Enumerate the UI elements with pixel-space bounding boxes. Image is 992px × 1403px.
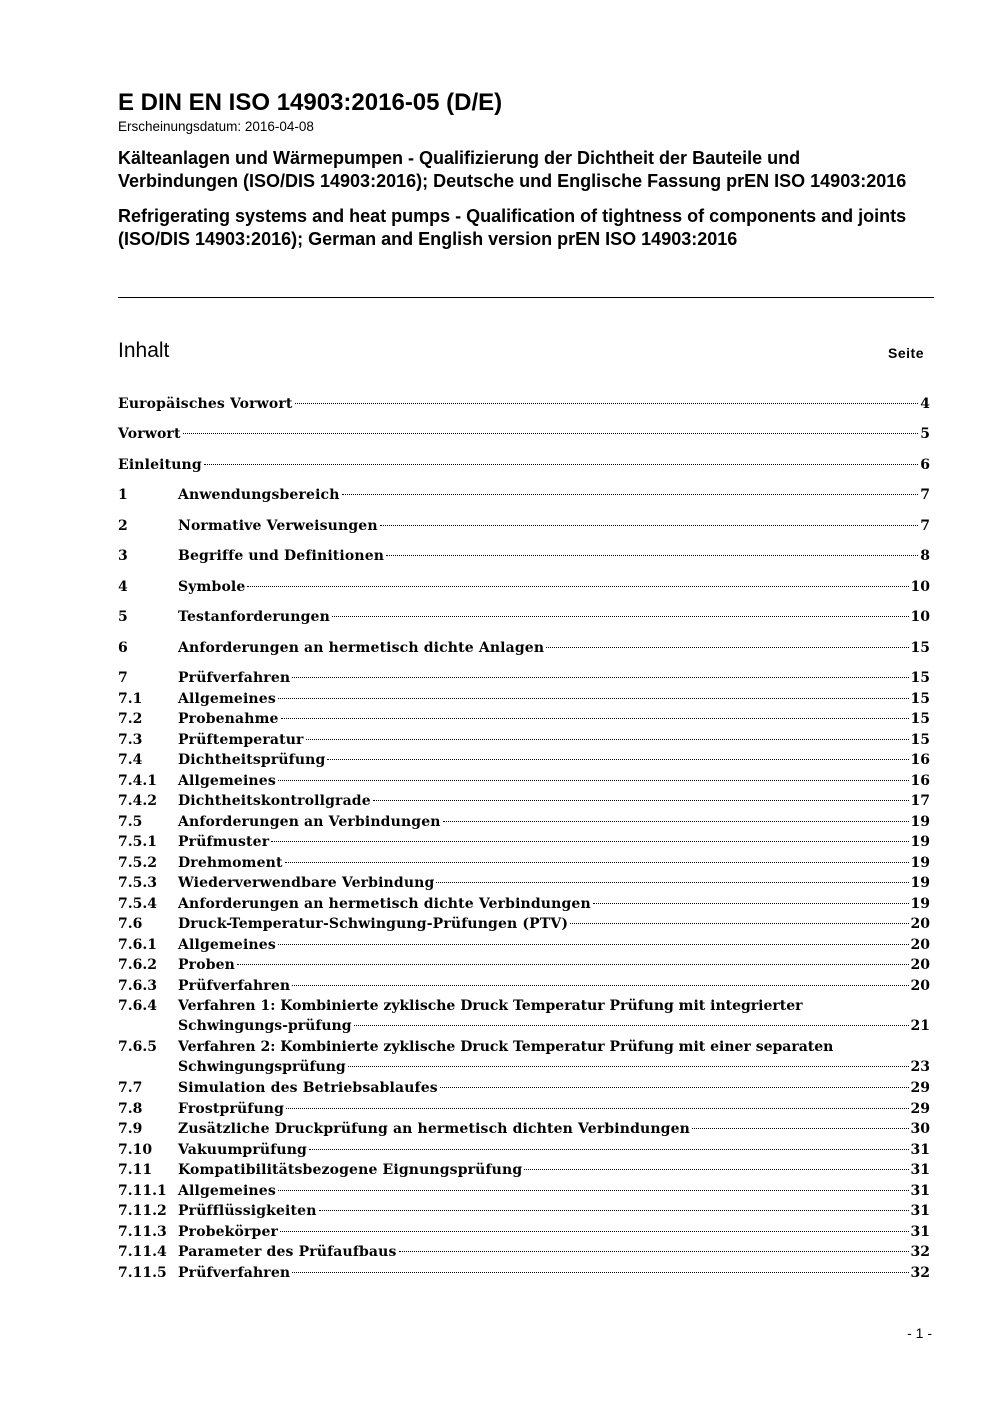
toc-entry-number: 7.5.1	[118, 834, 157, 850]
toc-entry-number: 7.4.1	[118, 773, 157, 789]
toc-entry[interactable]	[118, 894, 930, 914]
toc-dot-leader	[285, 862, 909, 863]
toc-entry-page: 4	[920, 396, 930, 412]
toc-dot-leader	[292, 677, 908, 678]
toc-dot-leader	[247, 586, 908, 587]
toc-dot-leader	[354, 1025, 909, 1026]
toc-entry[interactable]	[118, 812, 930, 832]
toc-entry-page: 19	[910, 834, 930, 850]
toc-entry-title[interactable]: Parameter des Prüfaufbaus	[178, 1244, 397, 1260]
toc-entry-number: 7.8	[118, 1101, 143, 1117]
toc-entry-page: 20	[910, 978, 930, 994]
toc-entry-number: 7.11.1	[118, 1183, 167, 1199]
toc-entry[interactable]	[118, 873, 930, 893]
toc-entry-title[interactable]: Normative Verweisungen	[178, 518, 378, 534]
toc-entry-page: 17	[910, 793, 930, 809]
toc-entry-title-continued[interactable]: Schwingungsprüfung	[178, 1059, 346, 1075]
toc-entry[interactable]	[118, 1222, 930, 1242]
toc-entry-page: 19	[910, 814, 930, 830]
toc-dot-leader	[281, 718, 909, 719]
toc-entry-title[interactable]: Prüfflüssigkeiten	[178, 1203, 317, 1219]
toc-entry[interactable]	[118, 516, 930, 536]
toc-entry-page: 6	[920, 457, 930, 473]
toc-entry-number: 7.2	[118, 711, 143, 727]
toc-entry-page: 15	[910, 670, 930, 686]
toc-dot-leader	[443, 821, 909, 822]
toc-entry-number: 7.11.2	[118, 1203, 167, 1219]
toc-dot-leader	[309, 1149, 909, 1150]
toc-entry-title[interactable]: Dichtheitskontrollgrade	[178, 793, 371, 809]
toc-entry-title[interactable]: Zusätzliche Druckprüfung an hermetisch dichten Verbindungen	[178, 1121, 691, 1137]
toc-entry-page: 7	[920, 518, 930, 534]
toc-entry[interactable]	[118, 1201, 930, 1221]
toc-heading: Inhalt	[118, 339, 170, 362]
toc-dot-leader	[286, 1108, 908, 1109]
toc-entry-page: 31	[910, 1162, 930, 1178]
toc-entry-page: 19	[910, 855, 930, 871]
toc-dot-leader	[692, 1128, 909, 1129]
toc-entry-number: 7.4	[118, 752, 143, 768]
toc-entry[interactable]	[118, 424, 930, 444]
toc-entry-number: 7.5	[118, 814, 143, 830]
toc-dot-leader	[386, 555, 918, 556]
toc-entry-page: 16	[910, 752, 930, 768]
toc-entry[interactable]	[118, 607, 930, 627]
toc-entry-number: 7.5.4	[118, 896, 157, 912]
toc-entry-title[interactable]: Probenahme	[178, 711, 279, 727]
toc-entry-number: 7.6.2	[118, 957, 157, 973]
toc-entry-title[interactable]: Wiederverwendbare Verbindung	[178, 875, 435, 891]
toc-dot-leader	[327, 759, 908, 760]
toc-entry-number: 7.9	[118, 1121, 143, 1137]
toc-entry-title[interactable]: Anforderungen an hermetisch dichte Anlagen	[178, 640, 545, 656]
toc-entry-page: 10	[910, 579, 930, 595]
toc-entry-title[interactable]: Proben	[178, 957, 236, 973]
toc-entry[interactable]	[118, 750, 930, 770]
toc-entry-number: 7.11.4	[118, 1244, 167, 1260]
toc-entry-page: 19	[910, 896, 930, 912]
toc-dot-leader	[278, 944, 909, 945]
toc-entry-page: 23	[910, 1059, 930, 1075]
toc-dot-leader	[524, 1169, 908, 1170]
page-number: - 1 -	[907, 1325, 932, 1341]
toc-entry-number: 7.1	[118, 691, 143, 707]
toc-entry-title[interactable]: Anforderungen an Verbindungen	[178, 814, 441, 830]
toc-entry-title[interactable]: Dichtheitsprüfung	[178, 752, 326, 768]
toc-entry-title[interactable]: Prüfverfahren	[178, 978, 291, 994]
toc-entry-page: 29	[910, 1080, 930, 1096]
toc-entry-title[interactable]: Simulation des Betriebsablaufes	[178, 1080, 438, 1096]
toc-entry-number: 7.11	[118, 1162, 153, 1178]
toc-entry-page: 21	[910, 1018, 930, 1034]
toc-dot-leader	[278, 780, 909, 781]
toc-entry[interactable]	[118, 955, 930, 975]
toc-entry-page: 15	[910, 711, 930, 727]
toc-entry-number: 7.3	[118, 732, 143, 748]
toc-entry-number: 7.7	[118, 1080, 143, 1096]
toc-entry-title[interactable]: Vorwort	[118, 426, 181, 442]
document-id: E DIN EN ISO 14903:2016-05 (D/E)	[118, 89, 503, 116]
toc-entry-number: 7.6.4	[118, 998, 157, 1014]
toc-entry[interactable]	[118, 709, 930, 729]
toc-entry-title[interactable]: Allgemeines	[178, 1183, 276, 1199]
toc-entry-title[interactable]: Allgemeines	[178, 937, 276, 953]
toc-entry-page: 15	[910, 732, 930, 748]
toc-entry-page: 20	[910, 957, 930, 973]
toc-entry-page: 7	[920, 487, 930, 503]
toc-entry-number: 7.5.3	[118, 875, 157, 891]
toc-entry[interactable]	[118, 668, 930, 688]
toc-entry[interactable]	[118, 1140, 930, 1160]
toc-dot-leader	[342, 494, 919, 495]
toc-entry-title[interactable]: Kompatibilitätsbezogene Eignungsprüfung	[178, 1162, 523, 1178]
toc-entry-number: 6	[118, 640, 128, 656]
toc-entry[interactable]	[118, 832, 930, 852]
toc-entry-number: 7.10	[118, 1142, 153, 1158]
toc-dot-leader	[292, 985, 908, 986]
toc-entry-number: 7	[118, 670, 128, 686]
toc-dot-leader	[183, 433, 919, 434]
document-header	[118, 88, 934, 251]
toc-entry-number: 1	[118, 487, 128, 503]
toc-dot-leader	[204, 464, 918, 465]
toc-dot-leader	[295, 403, 919, 404]
toc-dot-leader	[348, 1066, 909, 1067]
toc-entry-number: 7.6.1	[118, 937, 157, 953]
toc-dot-leader	[332, 616, 909, 617]
toc-entry[interactable]	[118, 394, 930, 414]
publication-date: Erscheinungsdatum: 2016-04-08	[118, 119, 314, 134]
toc-entry-title[interactable]: Druck-Temperatur-Schwingung-Prüfungen (PTV)	[178, 916, 569, 932]
toc-dot-leader	[436, 882, 908, 883]
toc-entry-number: 7.6.5	[118, 1039, 157, 1055]
toc-dot-leader	[380, 525, 919, 526]
toc-entry[interactable]	[118, 455, 930, 475]
toc-entry-title[interactable]: Prüfverfahren	[178, 670, 291, 686]
toc-entry[interactable]	[118, 1242, 930, 1262]
header-divider	[118, 297, 934, 298]
toc-entry-title[interactable]: Anwendungsbereich	[178, 487, 340, 503]
toc-entry-number: 7.11.3	[118, 1224, 167, 1240]
toc-entry-number: 7.4.2	[118, 793, 157, 809]
toc-entry-title[interactable]: Drehmoment	[178, 855, 283, 871]
toc-entry-title[interactable]: Frostprüfung	[178, 1101, 285, 1117]
toc-entry-title[interactable]: Prüfverfahren	[178, 1265, 291, 1281]
toc-entry-page: 10	[910, 609, 930, 625]
toc-entry[interactable]	[118, 1160, 930, 1180]
toc-entry-title[interactable]: Allgemeines	[178, 773, 276, 789]
toc-dot-leader	[399, 1251, 909, 1252]
toc-entry[interactable]	[118, 853, 930, 873]
toc-entry-title[interactable]: Europäisches Vorwort	[118, 396, 293, 412]
toc-entry-page: 32	[910, 1265, 930, 1281]
toc-entry[interactable]	[118, 546, 930, 566]
toc-entry[interactable]	[118, 577, 930, 597]
toc-entry[interactable]	[118, 996, 930, 1036]
toc-entry[interactable]	[118, 1078, 930, 1098]
toc-entry-page: 31	[910, 1224, 930, 1240]
toc-entry-title[interactable]: Allgemeines	[178, 691, 276, 707]
toc-entry-number: 5	[118, 609, 128, 625]
toc-dot-leader	[593, 903, 909, 904]
toc-entry-number: 7.6	[118, 916, 143, 932]
toc-entry-number: 4	[118, 579, 128, 595]
toc-entry-page: 15	[910, 640, 930, 656]
toc-dot-leader	[292, 1272, 908, 1273]
toc-entry-page: 32	[910, 1244, 930, 1260]
toc-dot-leader	[237, 964, 908, 965]
toc-dot-leader	[373, 800, 909, 801]
toc-entry-page: 16	[910, 773, 930, 789]
toc-entry-title[interactable]: Begriffe und Definitionen	[178, 548, 385, 564]
toc-dot-leader	[278, 1190, 909, 1191]
title-german: Kälteanlagen und Wärmepumpen - Qualifizierung der Dichtheit der Bauteile und Verbindungen (ISO/DIS 14903:2016); Deutsche und Englische Fassung prEN ISO 14903:2016	[118, 148, 907, 191]
toc-entry-title[interactable]: Testanforderungen	[178, 609, 330, 625]
toc-dot-leader	[306, 739, 909, 740]
toc-entry-page: 19	[910, 875, 930, 891]
toc-entry[interactable]	[118, 638, 930, 658]
toc-dot-leader	[570, 923, 908, 924]
toc-entry[interactable]	[118, 914, 930, 934]
toc-entry-title[interactable]: Vakuumprüfung	[178, 1142, 307, 1158]
toc-entry-title[interactable]: Prüftemperatur	[178, 732, 304, 748]
toc-dot-leader	[546, 647, 908, 648]
toc-entry-page: 30	[910, 1121, 930, 1137]
toc-entry-page: 20	[910, 916, 930, 932]
toc-entry-page: 8	[920, 548, 930, 564]
toc-entry-title[interactable]: Probekörper	[178, 1224, 279, 1240]
toc-dot-leader	[440, 1087, 909, 1088]
toc-entry[interactable]	[118, 1037, 930, 1077]
toc-entry-page: 29	[910, 1101, 930, 1117]
toc-entry[interactable]	[118, 1099, 930, 1119]
toc-entry[interactable]	[118, 771, 930, 791]
toc-entry[interactable]	[118, 935, 930, 955]
toc-dot-leader	[271, 841, 908, 842]
title-english: Refrigerating systems and heat pumps - Qualification of tightness of components and joints (ISO/DIS 14903:2016); German and English version prEN ISO 14903:2016	[118, 206, 907, 249]
toc-entry-number: 7.6.3	[118, 978, 157, 994]
toc-entry-page: 5	[920, 426, 930, 442]
toc-entry[interactable]	[118, 689, 930, 709]
toc-entry-page: 15	[910, 691, 930, 707]
toc-entry-number: 7.11.5	[118, 1265, 167, 1281]
toc-entry-page: 31	[910, 1203, 930, 1219]
toc-entry[interactable]	[118, 730, 930, 750]
toc-entry-title[interactable]: Anforderungen an hermetisch dichte Verbindungen	[178, 896, 591, 912]
toc-page-label: Seite	[888, 345, 924, 361]
toc-entry[interactable]	[118, 1119, 930, 1139]
toc-entry-number: 7.5.2	[118, 855, 157, 871]
toc-entry-title[interactable]: Verfahren 1: Kombinierte zyklische Druck Temperatur Prüfung mit integrierter	[178, 998, 803, 1014]
toc-entry-number: 2	[118, 518, 128, 534]
toc-entry-page: 20	[910, 937, 930, 953]
toc-entry[interactable]	[118, 1263, 930, 1283]
toc-entry-title[interactable]: Einleitung	[118, 457, 202, 473]
toc-dot-leader	[278, 698, 909, 699]
toc-dot-leader	[280, 1231, 908, 1232]
toc-dot-leader	[319, 1210, 909, 1211]
toc-entry-page: 31	[910, 1142, 930, 1158]
toc-entry[interactable]	[118, 485, 930, 505]
toc-entry-page: 31	[910, 1183, 930, 1199]
toc-entry[interactable]	[118, 976, 930, 996]
toc-entry-title[interactable]: Verfahren 2: Kombinierte zyklische Druck Temperatur Prüfung mit einer separaten	[178, 1039, 834, 1055]
toc-entry-number: 3	[118, 548, 128, 564]
toc-entry-title[interactable]: Symbole	[178, 579, 246, 595]
toc-entry[interactable]	[118, 791, 930, 811]
toc-entry[interactable]	[118, 1181, 930, 1201]
toc-entry-title-continued[interactable]: Schwingungs-prüfung	[178, 1018, 352, 1034]
toc-entry-title[interactable]: Prüfmuster	[178, 834, 270, 850]
